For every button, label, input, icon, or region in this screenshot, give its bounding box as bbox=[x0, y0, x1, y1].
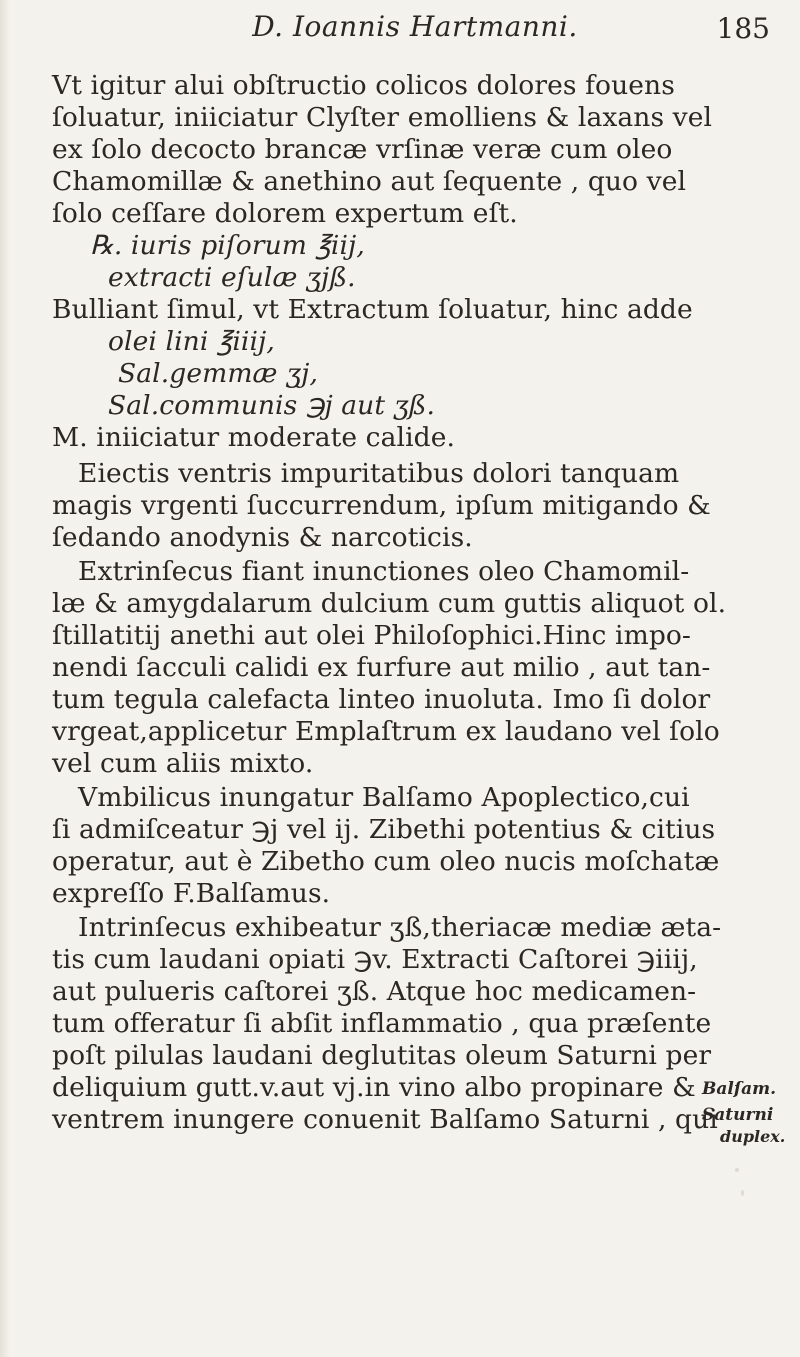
recipe-line: Sal.gemmæ ʒj, bbox=[118, 358, 318, 389]
ink-speck bbox=[741, 1190, 744, 1196]
margin-note: Saturni bbox=[702, 1105, 774, 1125]
text-line: Vt igitur alui obſtructio colicos dolores fouens bbox=[52, 70, 675, 101]
text-line: operatur, aut è Zibetho cum oleo nucis moſchatæ bbox=[52, 846, 720, 877]
text-line: Intrinſecus exhibeatur ʒß,theriacæ mediæ æta- bbox=[78, 912, 722, 943]
text-line: deliquium gutt.v.aut vj.in vino albo propinare & bbox=[52, 1072, 696, 1103]
margin-note: Balſam. bbox=[702, 1079, 777, 1099]
text-line: expreſſo F.Balſamus. bbox=[52, 878, 331, 909]
text-line: aut pulueris caſtorei ʒß. Atque hoc medicamen- bbox=[52, 976, 697, 1007]
page-header bbox=[60, 10, 770, 50]
recipe-line: Sal.communis ℈j aut ʒß. bbox=[108, 390, 436, 421]
text-line: nendi ſacculi calidi ex furfure aut milio , aut tan- bbox=[52, 652, 711, 683]
text-line: tum offeratur ſi abſit inflammatio , qua præſente bbox=[52, 1008, 712, 1039]
margin-note: duplex. bbox=[720, 1127, 786, 1146]
text-line: ventrem inungere conuenit Balſamo Saturni , qui bbox=[52, 1104, 718, 1135]
recipe-line: extracti eſulæ ʒjß. bbox=[108, 262, 356, 293]
text-line: tum tegula calefacta linteo inuoluta. Imo ſi dolor bbox=[52, 684, 711, 715]
page-number: 185 bbox=[716, 12, 770, 45]
text-line: ſolo ceſſare dolorem expertum eſt. bbox=[52, 198, 518, 229]
text-line: Bulliant ſimul, vt Extractum ſoluatur, hinc adde bbox=[52, 294, 693, 325]
text-line: ſedando anodynis & narcoticis. bbox=[52, 522, 473, 553]
text-line: vrgeat,applicetur Emplaſtrum ex laudano vel ſolo bbox=[52, 716, 720, 747]
text-line: magis vrgenti ſuccurrendum, ipſum mitigando & bbox=[52, 490, 711, 521]
page-gutter-shadow bbox=[0, 0, 10, 1357]
text-line: Chamomillæ & anethino aut ſequente , quo vel bbox=[52, 166, 687, 197]
text-line: ſi admiſceatur ℈j vel ij. Zibethi potentius & citius bbox=[52, 814, 716, 845]
ink-speck bbox=[735, 1168, 739, 1172]
text-line: ſoluatur, iniiciatur Clyſter emolliens & laxans vel bbox=[52, 102, 713, 133]
text-line: M. iniiciatur moderate calide. bbox=[52, 422, 456, 453]
text-line: poſt pilulas laudani deglutitas oleum Saturni per bbox=[52, 1040, 712, 1071]
text-line: Eiectis ventris impuritatibus dolori tanquam bbox=[78, 458, 680, 489]
recipe-line: olei lini ℥iiij, bbox=[108, 326, 275, 357]
text-line: ex ſolo decocto brancæ vrſinæ veræ cum oleo bbox=[52, 134, 673, 165]
text-line: Vmbilicus inungatur Balſamo Apoplectico,cui bbox=[78, 782, 690, 813]
text-line: ſtillatitij anethi aut olei Philoſophici.Hinc impo- bbox=[52, 620, 691, 651]
text-line: tis cum laudani opiati ℈v. Extracti Caſtorei ℈iiij, bbox=[52, 944, 698, 975]
text-line: vel cum aliis mixto. bbox=[52, 748, 314, 779]
running-head: D. Ioannis Hartmanni. bbox=[252, 10, 578, 43]
recipe-line: ℞. iuris piſorum ℥iij, bbox=[90, 230, 365, 261]
text-line: Extrinſecus fiant inunctiones oleo Chamomil- bbox=[78, 556, 690, 587]
text-line: læ & amygdalarum dulcium cum guttis aliquot ol. bbox=[52, 588, 727, 619]
